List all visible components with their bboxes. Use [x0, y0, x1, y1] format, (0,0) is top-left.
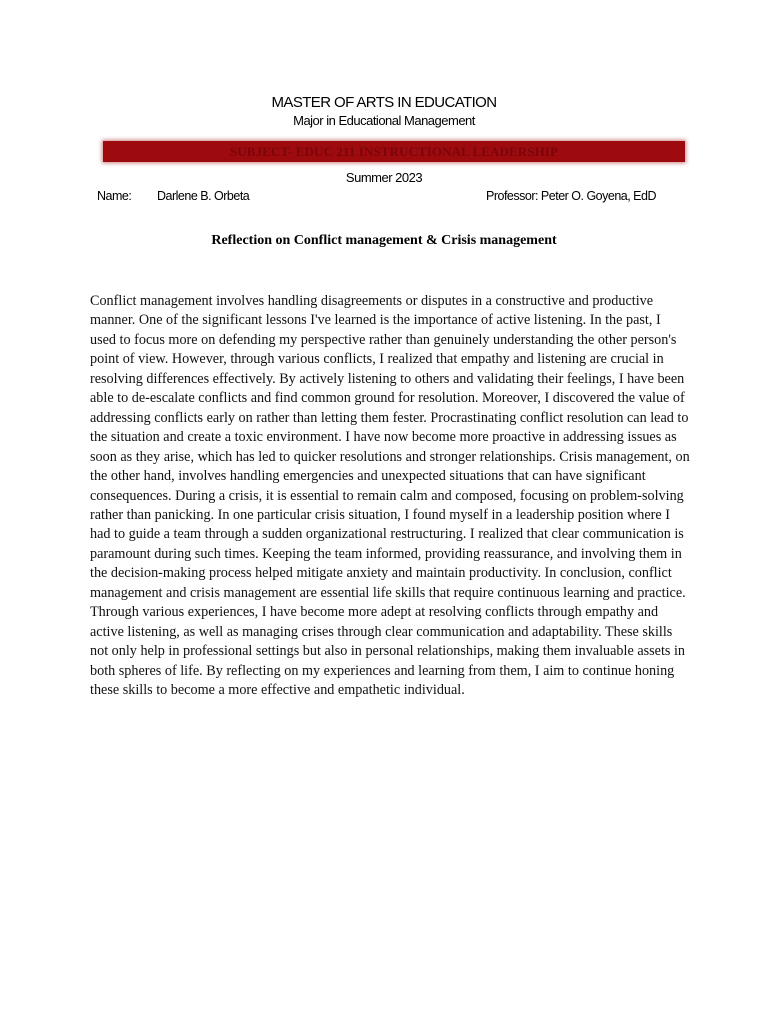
info-row	[0, 187, 768, 205]
professor-label: Professor: Peter O. Goyena, EdD	[486, 189, 656, 203]
student-name: Darlene B. Orbeta	[157, 189, 250, 203]
major-subtitle: Major in Educational Management	[293, 113, 475, 128]
program-title: MASTER OF ARTS IN EDUCATION	[271, 94, 497, 111]
subject-banner: SUBJECT- EDUC 211 INSTRUCTIONAL LEADERSHIP	[103, 141, 685, 162]
reflection-body: Conflict management involves handling disagreements or disputes in a constructive and productive manner. One of the significant lessons I've learned is the importance of active listening. In the past, I used to focus more on defending my perspective rather than genuinely understanding the other person's point of view. However, through various conflicts, I realized that empathy and listening are crucial in resolving differences effectively. By actively listening to others and validating their feelings, I have been able to de-escalate conflicts and find common ground for resolution. Moreover, I discovered the value of addressing conflicts early on rather than letting them fester. Procrastinating conflict resolution can lead to the situation and create a toxic environment. I have now become more proactive in addressing issues as soon as they arise, which has led to quicker resolutions and stronger relationships. Crisis management, on the other hand, involves handling emergencies and unexpected situations that can have significant consequences. During a crisis, it is essential to remain calm and composed, focusing on problem-solving rather than panicking. In one particular crisis situation, I found myself in a leadership position where I had to guide a team through a sudden organizational restructuring. I realized that clear communication is paramount during such times. Keeping the team informed, providing reassurance, and involving them in the decision-making process helped mitigate anxiety and maintain productivity. In conclusion, conflict management and crisis management are essential life skills that require continuous learning and practice. Through various experiences, I have become more adept at resolving conflicts through empathy and active listening, as well as managing crises through clear communication and adaptability. These skills not only help in professional settings but also in personal relationships, making them invaluable assets in both spheres of life. By reflecting on my experiences and learning from them, I aim to continue honing these skills to become a more effective and empathetic individual.	[90, 293, 690, 699]
reflection-title: Reflection on Conflict management & Crisis management	[211, 233, 557, 248]
term-label: Summer 2023	[345, 170, 423, 185]
name-label: Name:	[97, 189, 132, 203]
